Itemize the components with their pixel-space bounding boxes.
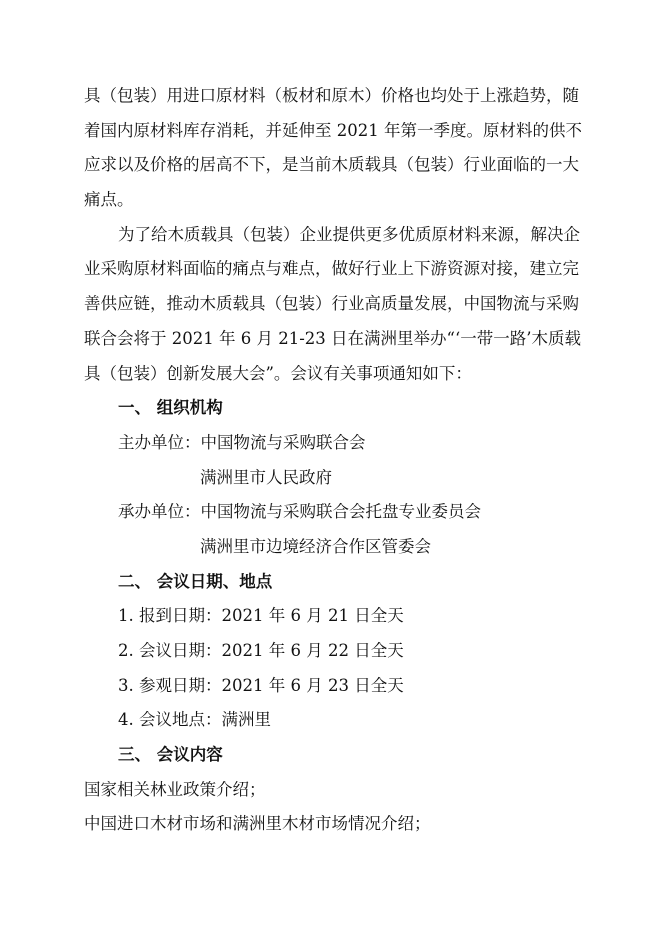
section-heading: 三、 会议内容 bbox=[118, 745, 223, 765]
text-line: 为了给木质载具（包装）企业提供更多优质原材料来源，解决企 bbox=[118, 224, 580, 244]
list-item: 3. 参观日期：2021 年 6 月 23 日全天 bbox=[118, 675, 404, 695]
document-body bbox=[84, 79, 582, 842]
text-line: 着国内原材料库存消耗，并延伸至 2021 年第一季度。原材料的供不 bbox=[84, 120, 582, 140]
text-line: 应求以及价格的居高不下，是当前木质载具（包装）行业面临的一大 bbox=[84, 155, 579, 175]
section-content bbox=[84, 738, 578, 842]
host-name: 满洲里市人民政府 bbox=[200, 467, 332, 487]
text-line: 具（包装）创新发展大会”。会议有关事项通知如下： bbox=[84, 363, 472, 383]
paragraph-raw-material bbox=[84, 79, 582, 218]
section-heading: 一、 组织机构 bbox=[118, 398, 223, 418]
organizer-name: 满洲里市边境经济合作区管委会 bbox=[200, 536, 431, 556]
text-line: 具（包装）用进口原材料（板材和原木）价格也均处于上涨趋势，随 bbox=[84, 86, 579, 105]
list-item: 4. 会议地点：满洲里 bbox=[118, 710, 271, 730]
list-item: 1. 报到日期：2021 年 6 月 21 日全天 bbox=[118, 606, 404, 626]
text-line: 痛点。 bbox=[84, 190, 134, 210]
section-heading: 二、 会议日期、地点 bbox=[118, 571, 273, 591]
host-label: 主办单位： bbox=[118, 432, 201, 452]
text-line: 善供应链，推动木质载具（包装）行业高质量发展，中国物流与采购 bbox=[84, 294, 579, 314]
section-organization bbox=[84, 391, 578, 564]
text-line: 业采购原材料面临的痛点与难点，做好行业上下游资源对接，建立完 bbox=[84, 259, 579, 279]
host-row bbox=[84, 426, 578, 461]
organizer-row bbox=[84, 495, 578, 530]
list-item: 国家相关林业政策介绍； bbox=[84, 779, 266, 799]
paragraph-conference-intro bbox=[84, 218, 581, 391]
organizer-name: 中国物流与采购联合会托盘专业委员会 bbox=[200, 502, 481, 522]
organizer-label: 承办单位： bbox=[118, 502, 201, 522]
list-item: 2. 会议日期：2021 年 6 月 22 日全天 bbox=[118, 641, 404, 660]
section-date-location bbox=[84, 565, 578, 738]
text-line: 联合会将于 2021 年 6 月 21-23 日在满洲里举办“‘一带一路’木质载 bbox=[84, 328, 581, 348]
list-item: 中国进口木材市场和满洲里木材市场情况介绍； bbox=[84, 814, 431, 834]
host-name: 中国物流与采购联合会 bbox=[200, 432, 366, 452]
